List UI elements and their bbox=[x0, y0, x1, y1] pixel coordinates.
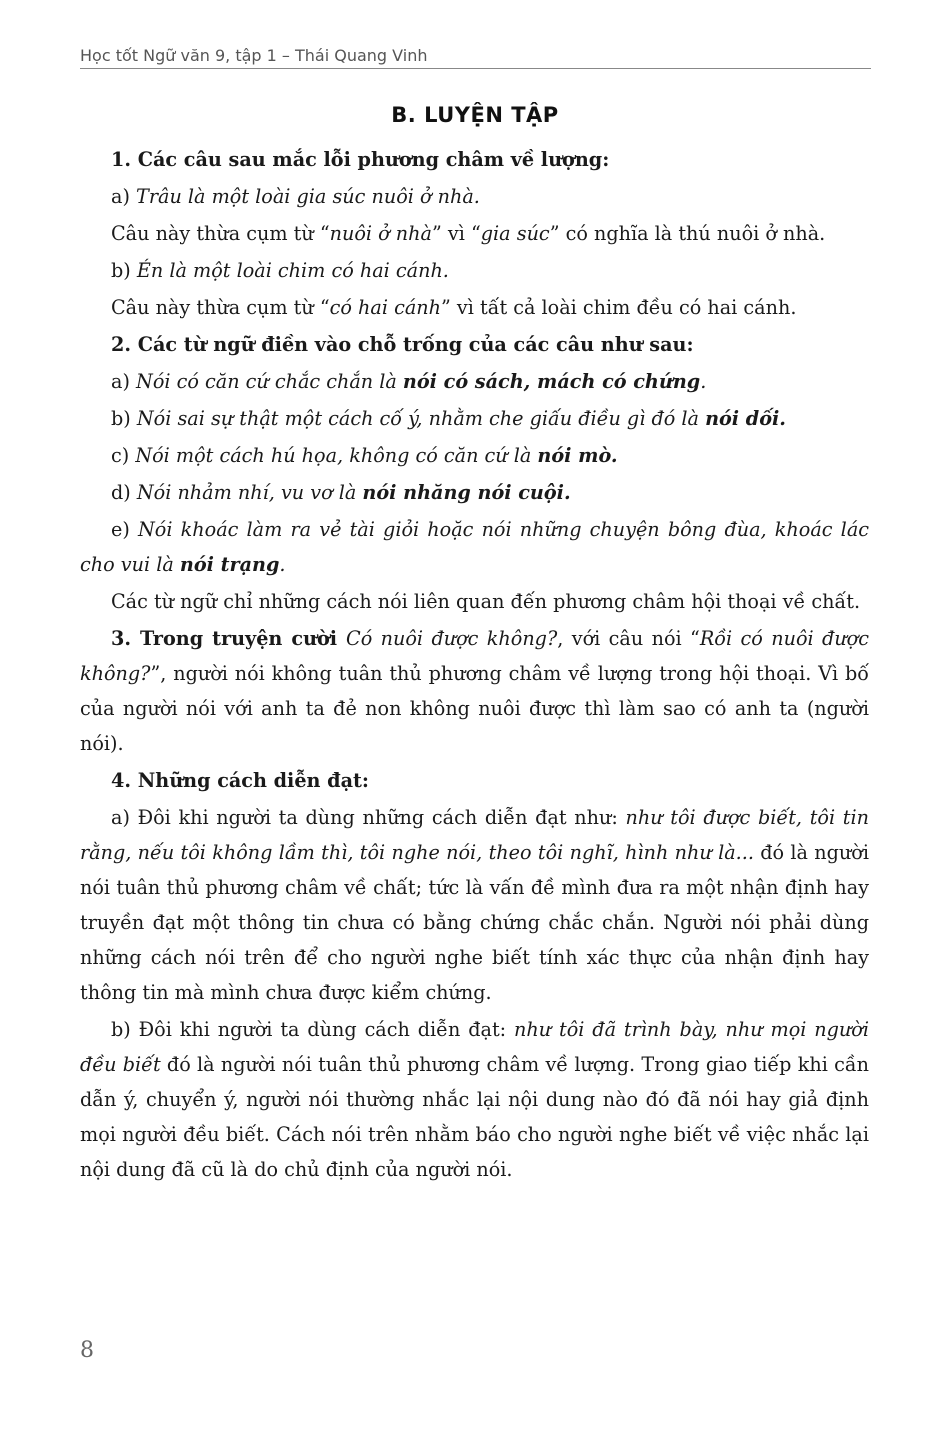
page-number: 8 bbox=[80, 1338, 94, 1363]
exercise-2b: b) Nói sai sự thật một cách cố ý, nhằm che giấu điều gì đó là nói dối. bbox=[111, 407, 786, 430]
exercise-2a: a) Nói có căn cứ chắc chắn là nói có sách, mách có chứng. bbox=[111, 370, 707, 393]
exercise-4b: b) Đôi khi người ta dùng cách diễn đạt: như tôi đã trình bày, như mọi người đều biết đó là người nói tuân thủ phương châm về lượng. Trong giao tiếp khi cần dẫn ý, chuyển ý, người nói thường nhắc lại nội dung nào đó đã nói hay giả định mọi người đều biết. Cách nói trên nhằm báo cho người nghe biết về việc nhắc lại nội dung đã cũ là do chủ định của người nói. bbox=[80, 1018, 869, 1181]
exercise-1a-explanation: Câu này thừa cụm từ “nuôi ở nhà” vì “gia súc” có nghĩa là thú nuôi ở nhà. bbox=[111, 222, 826, 245]
exercise-1b-explanation: Câu này thừa cụm từ “có hai cánh” vì tất cả loài chim đều có hai cánh. bbox=[111, 296, 797, 319]
exercise-2-heading: 2. Các từ ngữ điền vào chỗ trống của các câu như sau: bbox=[111, 333, 694, 356]
running-header: Học tốt Ngữ văn 9, tập 1 – Thái Quang Vinh bbox=[80, 46, 871, 69]
exercise-3: 3. Trong truyện cười Có nuôi được không?, với câu nói “Rồi có nuôi được không?”, người nói không tuân thủ phương châm về lượng trong hội thoại. Vì bố của người nói với anh ta đẻ non không nuôi được thì làm sao có anh ta (người nói). bbox=[80, 627, 869, 755]
page-body bbox=[80, 142, 869, 1189]
section-title: B. LUYỆN TẬP bbox=[391, 103, 559, 127]
exercise-2d: d) Nói nhảm nhí, vu vơ là nói nhăng nói cuội. bbox=[111, 481, 571, 504]
exercise-1b: b) Én là một loài chim có hai cánh. bbox=[111, 259, 449, 282]
exercise-2c: c) Nói một cách hú họa, không có căn cứ là nói mò. bbox=[111, 444, 618, 467]
exercise-4a: a) Đôi khi người ta dùng những cách diễn đạt như: như tôi được biết, tôi tin rằng, nếu tôi không lầm thì, tôi nghe nói, theo tôi nghĩ, hình như là... đó là người nói tuân thủ phương châm về chất; tức là vấn đề mình đưa ra một nhận định hay truyền đạt một thông tin chưa có bằng chứng chắc chắn. Người nói phải dùng những cách nói trên để cho người nghe biết tính xác thực của nhận định hay thông tin mà mình chưa được kiểm chứng. bbox=[80, 806, 870, 1004]
exercise-2e: e) Nói khoác làm ra vẻ tài giỏi hoặc nói những chuyện bông đùa, khoác lác cho vui là nói trạng. bbox=[80, 518, 869, 576]
exercise-4-heading: 4. Những cách diễn đạt: bbox=[111, 769, 369, 792]
exercise-1-heading: 1. Các câu sau mắc lỗi phương châm về lượng: bbox=[111, 148, 610, 171]
exercise-1a: a) Trâu là một loài gia súc nuôi ở nhà. bbox=[111, 185, 480, 208]
exercise-2-conclusion: Các từ ngữ chỉ những cách nói liên quan đến phương châm hội thoại về chất. bbox=[111, 590, 861, 613]
